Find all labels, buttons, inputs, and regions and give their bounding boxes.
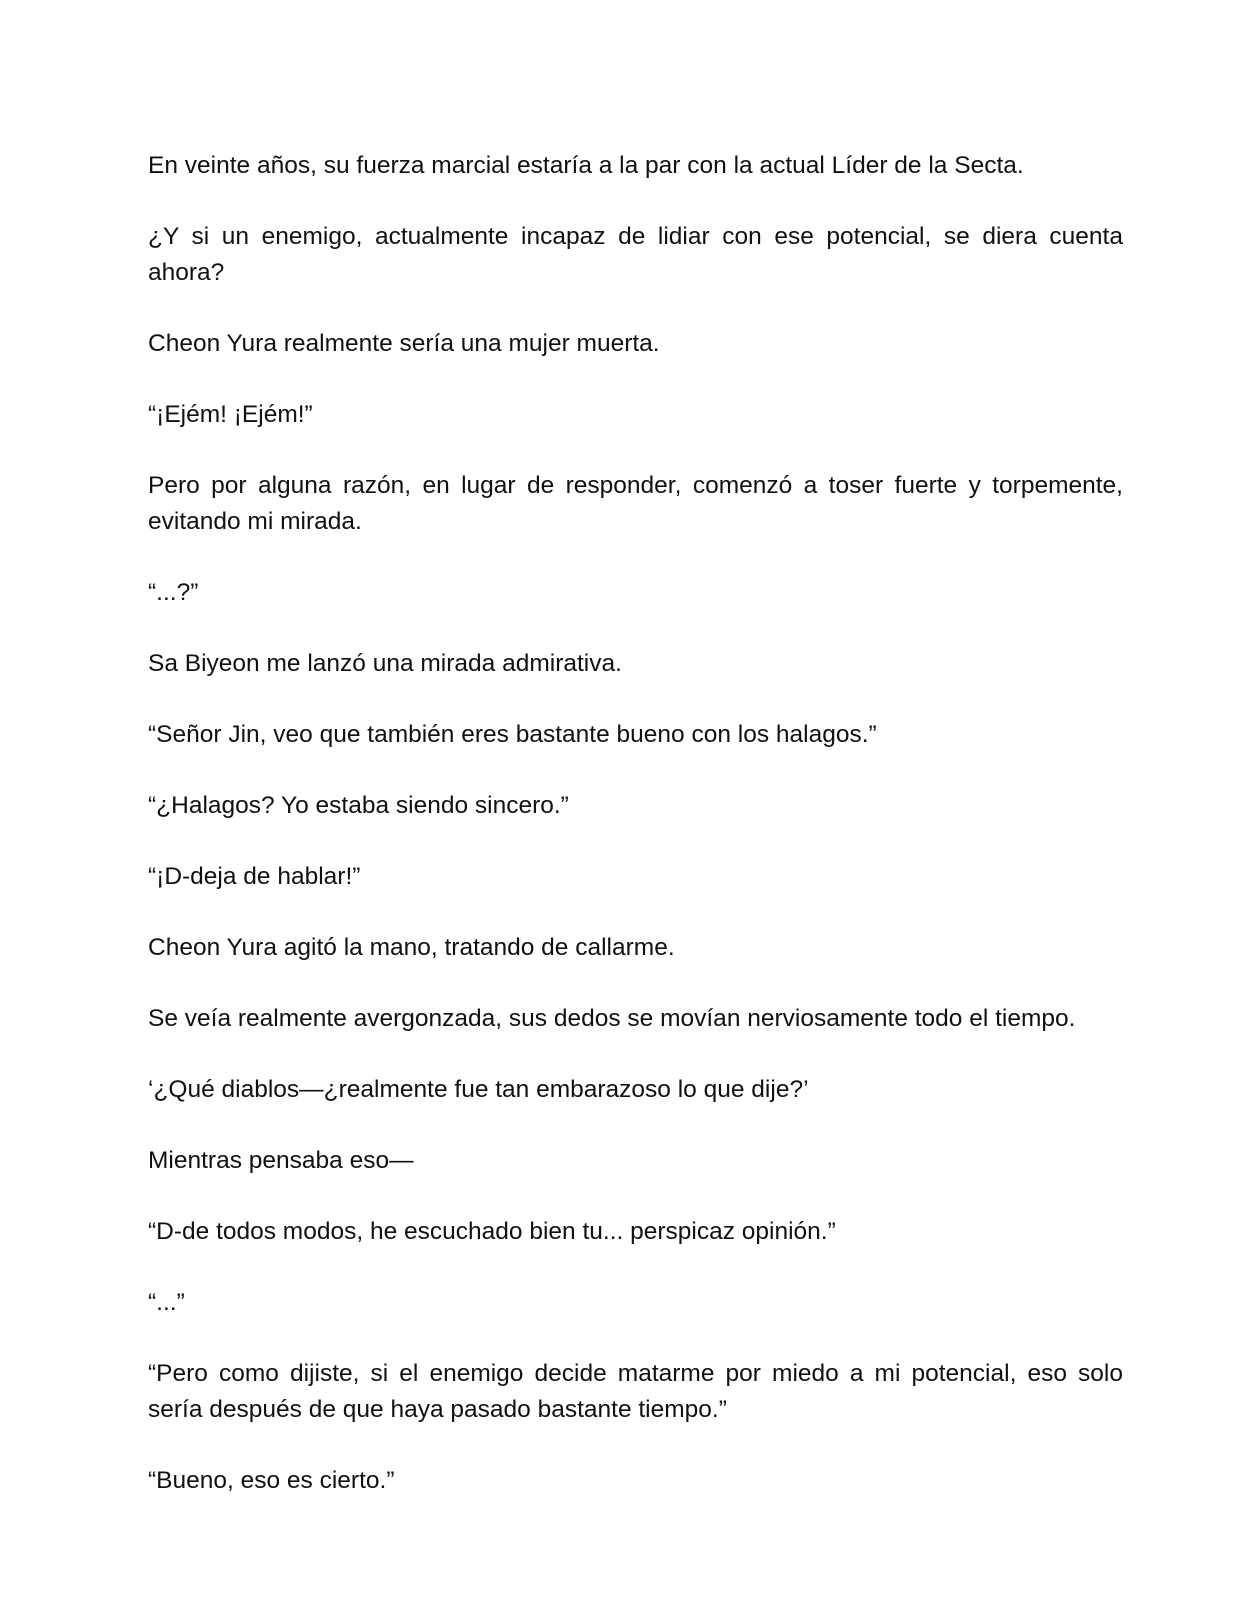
- paragraph-14: Mientras pensaba eso—: [148, 1147, 414, 1174]
- paragraph-5: Pero por alguna razón, en lugar de responder, comenzó a toser fuerte y torpemente, evitando mi mirada.: [148, 472, 1123, 535]
- paragraph-7: Sa Biyeon me lanzó una mirada admirativa.: [148, 650, 622, 677]
- paragraph-8: “Señor Jin, veo que también eres bastante bueno con los halagos.”: [148, 721, 877, 748]
- paragraph-3: Cheon Yura realmente sería una mujer muerta.: [148, 330, 660, 357]
- document-body: [148, 148, 1123, 1534]
- paragraph-16: “...”: [148, 1289, 185, 1316]
- paragraph-1: En veinte años, su fuerza marcial estaría a la par con la actual Líder de la Secta.: [148, 152, 1024, 179]
- paragraph-11: Cheon Yura agitó la mano, tratando de callarme.: [148, 934, 675, 961]
- paragraph-10: “¡D-deja de hablar!”: [148, 863, 361, 890]
- paragraph-9: “¿Halagos? Yo estaba siendo sincero.”: [148, 792, 569, 819]
- paragraph-6: “...?”: [148, 579, 199, 606]
- paragraph-13: ‘¿Qué diablos—¿realmente fue tan embarazoso lo que dije?’: [148, 1076, 809, 1103]
- paragraph-4: “¡Ejém! ¡Ejém!”: [148, 401, 313, 428]
- paragraph-2: ¿Y si un enemigo, actualmente incapaz de lidiar con ese potencial, se diera cuenta ahora?: [148, 223, 1123, 286]
- paragraph-15: “D-de todos modos, he escuchado bien tu... perspicaz opinión.”: [148, 1218, 836, 1245]
- paragraph-12: Se veía realmente avergonzada, sus dedos se movían nerviosamente todo el tiempo.: [148, 1005, 1076, 1032]
- paragraph-17: “Pero como dijiste, si el enemigo decide matarme por miedo a mi potencial, eso solo sería después de que haya pasado bastante tiempo.”: [148, 1360, 1123, 1423]
- paragraph-18: “Bueno, eso es cierto.”: [148, 1467, 395, 1494]
